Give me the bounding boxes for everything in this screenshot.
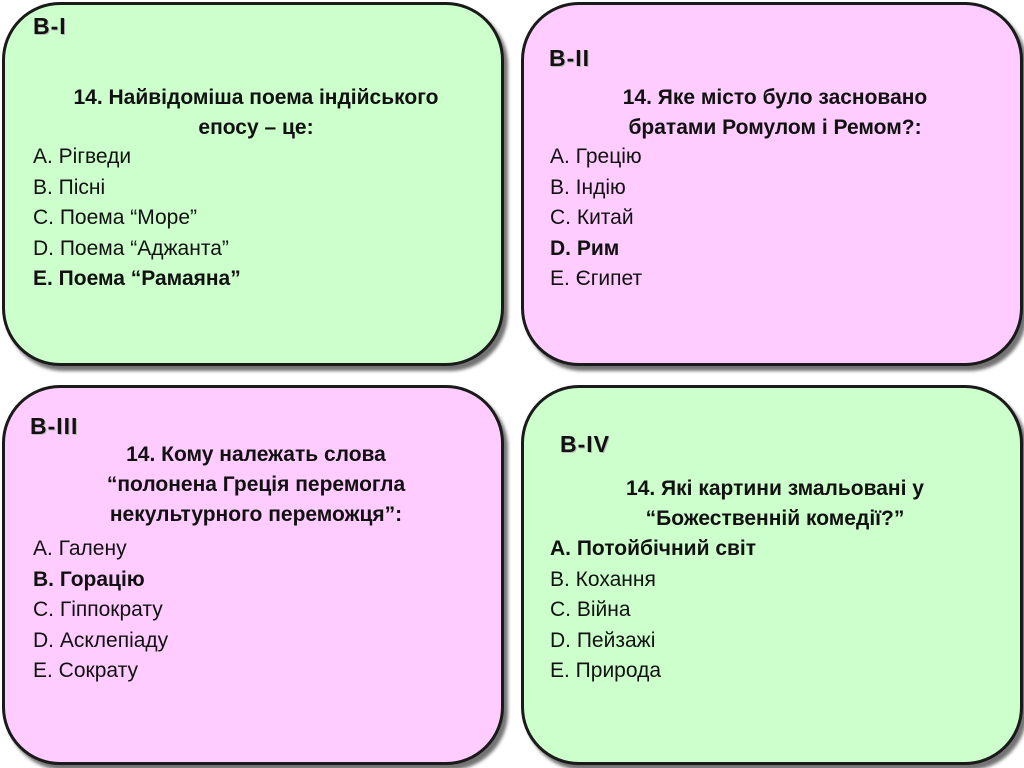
answer-option-a[interactable]: A. Грецію (550, 145, 642, 168)
answer-option-b[interactable]: B. Горацію (33, 567, 145, 591)
question-line: “Божественній комедії?” (645, 507, 905, 530)
question-text (5, 440, 507, 530)
question-text (524, 83, 1024, 143)
variant-card-3 (2, 385, 504, 765)
answer-option-c[interactable]: C. Гіппократу (33, 598, 163, 621)
answer-option-d[interactable]: D. Асклепіаду (33, 628, 169, 652)
question-line: 14. Кому належать слова (126, 443, 386, 466)
answer-option-e[interactable]: E. Поема “Рамаяна” (33, 267, 241, 290)
question-text (5, 83, 507, 143)
variant-card-4 (521, 385, 1023, 765)
answer-option-a[interactable]: A. Рігведи (33, 145, 132, 168)
question-text (524, 474, 1024, 534)
answer-option-e[interactable]: E. Єгипет (550, 267, 643, 290)
question-line: епосу – це: (198, 116, 314, 139)
question-line: братами Ромулом і Ремом?: (628, 116, 922, 139)
answer-option-e[interactable]: E. Природа (550, 659, 662, 682)
variant-label: B-I (33, 13, 67, 39)
variant-label: B-III (30, 413, 79, 439)
question-line: 14. Найвідоміша поема індійського (73, 86, 439, 109)
variant-card-2 (521, 2, 1023, 366)
answer-option-c[interactable]: C. Поема “Море” (33, 206, 197, 229)
answer-options (33, 142, 241, 295)
answer-option-d[interactable]: D. Рим (550, 236, 620, 260)
answer-option-c[interactable]: C. Китай (550, 206, 634, 229)
answer-option-a[interactable]: A. Галену (33, 537, 127, 560)
answer-options (550, 142, 642, 295)
answer-options (550, 534, 756, 687)
answer-option-c[interactable]: C. Війна (550, 598, 631, 621)
answer-option-d[interactable]: D. Поема “Аджанта” (33, 236, 229, 260)
answer-option-b[interactable]: B. Індію (550, 175, 626, 199)
question-line: 14. Яке місто було засновано (622, 86, 928, 109)
question-line: “полонена Греція перемогла (106, 473, 406, 496)
answer-option-a[interactable]: A. Потойбічний світ (550, 537, 757, 560)
answer-option-e[interactable]: E. Сократу (33, 659, 138, 682)
variant-label: B-II (549, 45, 591, 71)
answer-option-b[interactable]: B. Пісні (33, 175, 106, 199)
variant-label: B-IV (560, 431, 610, 457)
answer-option-d[interactable]: D. Пейзажі (550, 628, 656, 652)
answer-option-b[interactable]: B. Кохання (550, 567, 656, 591)
variant-card-1 (2, 2, 504, 366)
question-line: некультурного переможця”: (109, 503, 403, 526)
answer-options (33, 534, 168, 687)
question-line: 14. Які картини змальовані у (626, 477, 924, 500)
